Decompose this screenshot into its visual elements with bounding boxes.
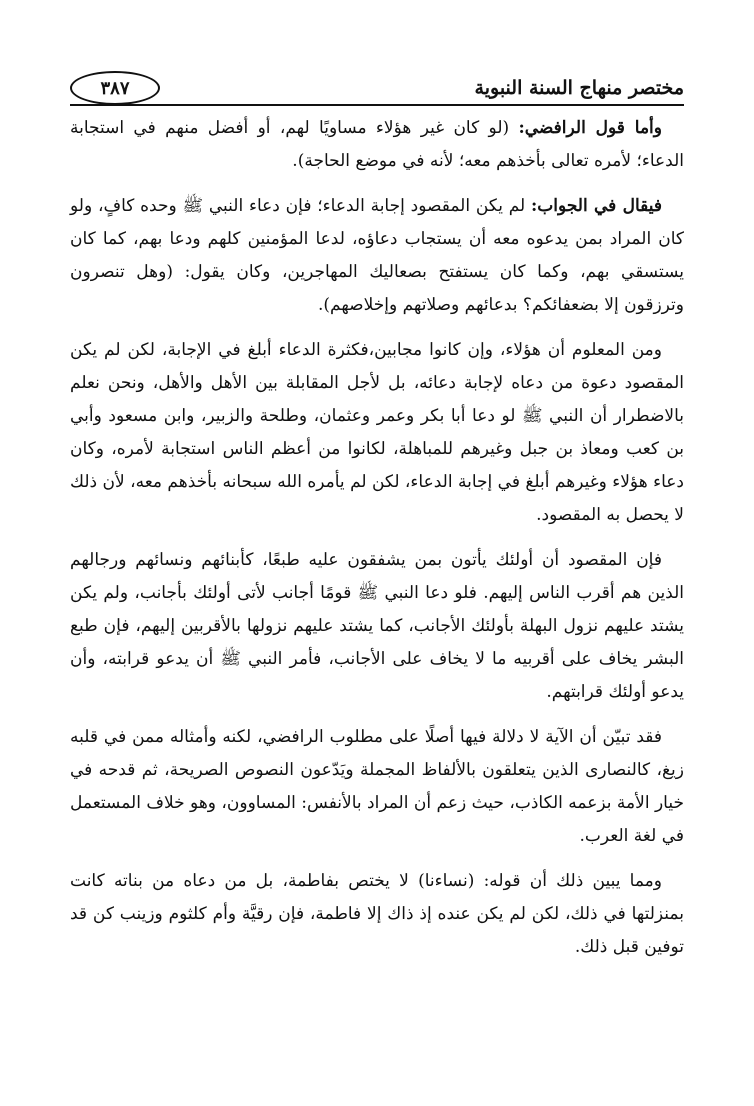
- paragraph-text: ومما يبين ذلك أن قوله: (نساءنا) لا يختص بفاطمة، بل من دعاه من بناته كانت بمنزلتها في ذلك، لكن لم يكن عنده إذ ذاك إلا فاطمة، فإن رقيَّة وأم كلثوم وزينب كن قد توفين قبل ذلك.: [70, 871, 684, 957]
- paragraph: [70, 190, 684, 322]
- paragraph-lead: فيقال في الجواب:: [531, 196, 663, 216]
- page-number: ٣٨٧: [70, 71, 160, 105]
- paragraph-text: ومن المعلوم أن هؤلاء، وإن كانوا مجابين،فكثرة الدعاء أبلغ في الإجابة، لكن لم يكن المقصود دعوة من دعاه لإجابة دعائه، بل لأجل المقابلة بين الأهل والأهل، ونحن نعلم بالاضطرار أن النبي ﷺ لو دعا أبا بكر وعمر وعثمان، وطلحة والزبير، وابن مسعود وأبي بن كعب ومعاذ بن جبل وغيرهم للمباهلة، لكانوا من أعظم الناس استجابة لأمره، وكان دعاء هؤلاء وغيرهم أبلغ في إجابة الدعاء، لكن لم يأمره الله سبحانه بأخذهم معه، لأن ذلك لا يحصل به المقصود.: [70, 340, 684, 525]
- page-body: [70, 112, 684, 976]
- paragraph: [70, 544, 684, 709]
- paragraph: [70, 334, 684, 532]
- paragraph: [70, 721, 684, 853]
- header-rule: [70, 104, 684, 106]
- book-title: مختصر منهاج السنة النبوية: [474, 76, 684, 99]
- page-header: [70, 68, 684, 108]
- paragraph-text: فإن المقصود أن أولئك يأتون بمن يشفقون عليه طبعًا، كأبنائهم ونسائهم ورجالهم الذين هم أقرب الناس إليهم. فلو دعا النبي ﷺ قومًا أجانب لأتى أولئك بأجانب، ولم يكن يشتد عليهم نزول البهلة بأولئك الأجانب، كما يشتد عليهم نزولها بالأقربين إليهم، فإن طبع البشر يخاف على أقربيه ما لا يخاف على الأجانب، فأمر النبي ﷺ أن يدعو قرابته، وأن يدعو أولئك قرابتهم.: [70, 550, 684, 702]
- paragraph: [70, 112, 684, 178]
- paragraph-text: (لو كان غير هؤلاء مساويًا لهم، أو أفضل منهم في استجابة الدعاء؛ لأمره تعالى بأخذهم معه؛ لأنه في موضع الحاجة).: [70, 118, 684, 171]
- paragraph-text: لم يكن المقصود إجابة الدعاء؛ فإن دعاء النبي ﷺ وحده كافٍ، ولو كان المراد بمن يدعوه معه أن يستجاب دعاؤه، لدعا المؤمنين كلهم ودعا بهم، كما كان يستسقي بهم، وكما كان يستفتح بصعاليك المهاجرين، وكان يقول: (وهل تنصرون وترزقون إلا بضعفائكم؟ بدعائهم وصلاتهم وإخلاصهم).: [70, 196, 684, 315]
- paragraph-lead: وأما قول الرافضي:: [518, 118, 662, 138]
- paragraph-text: فقد تبيّن أن الآية لا دلالة فيها أصلًا على مطلوب الرافضي، لكنه وأمثاله ممن في قلبه زيغ، كالنصارى الذين يتعلقون بالألفاظ المجملة ويَدّعون النصوص الصريحة، ثم قدحه في خيار الأمة بزعمه الكاذب، حيث زعم أن المراد بالأنفس: المساوون، وهو خلاف المستعمل في لغة العرب.: [70, 727, 684, 846]
- paragraph: [70, 865, 684, 964]
